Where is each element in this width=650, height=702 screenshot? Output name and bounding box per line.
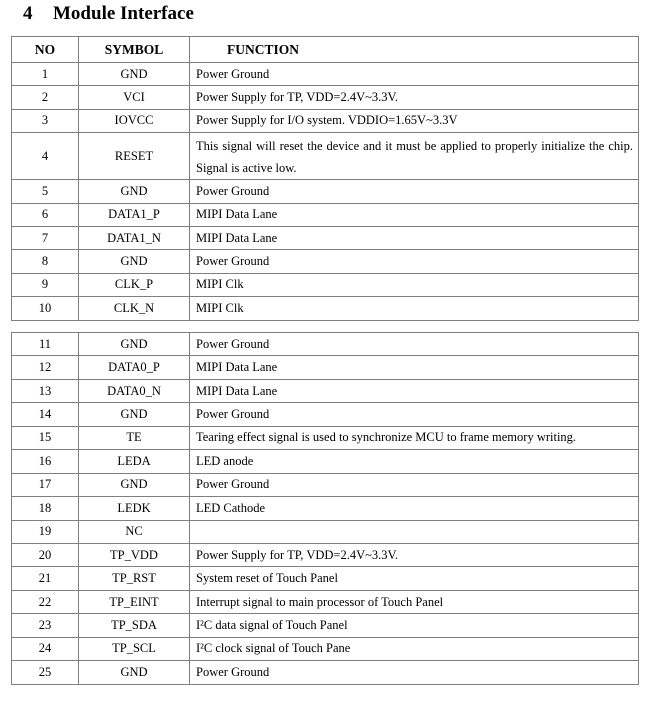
table-row	[12, 661, 639, 684]
cell-function: System reset of Touch Panel	[190, 567, 639, 590]
cell-symbol: CLK_N	[79, 297, 190, 320]
cell-no: 7	[12, 226, 79, 249]
cell-function: This signal will reset the device and it must be applied to properly initialize the chip. Signal is active low.	[190, 133, 639, 180]
cell-no: 22	[12, 590, 79, 613]
cell-symbol: TP_EINT	[79, 590, 190, 613]
cell-no: 4	[12, 133, 79, 180]
cell-function: Power Ground	[190, 180, 639, 203]
cell-function: MIPI Data Lane	[190, 203, 639, 226]
table-row	[12, 109, 639, 132]
table-row	[12, 63, 639, 86]
cell-function: Power Ground	[190, 403, 639, 426]
table-row	[12, 356, 639, 379]
cell-symbol: GND	[79, 661, 190, 684]
cell-no: 2	[12, 86, 79, 109]
table-row	[12, 450, 639, 473]
cell-symbol: DATA0_P	[79, 356, 190, 379]
cell-symbol: GND	[79, 63, 190, 86]
cell-function: I²C clock signal of Touch Pane	[190, 637, 639, 660]
cell-function: Tearing effect signal is used to synchronize MCU to frame memory writing.	[190, 426, 639, 449]
table-header-row	[12, 37, 639, 63]
pin-rows-part-2	[12, 333, 639, 685]
table-row	[12, 379, 639, 402]
cell-function: MIPI Clk	[190, 273, 639, 296]
cell-no: 1	[12, 63, 79, 86]
section-number: 4	[23, 3, 33, 24]
cell-function: Power Supply for I/O system. VDDIO=1.65V~3.3V	[190, 109, 639, 132]
cell-symbol: TP_SCL	[79, 637, 190, 660]
cell-symbol: VCI	[79, 86, 190, 109]
table-row	[12, 590, 639, 613]
cell-no: 11	[12, 333, 79, 356]
table-row	[12, 180, 639, 203]
table-row	[12, 273, 639, 296]
cell-no: 16	[12, 450, 79, 473]
cell-function: Power Supply for TP, VDD=2.4V~3.3V.	[190, 86, 639, 109]
cell-no: 5	[12, 180, 79, 203]
table-row	[12, 473, 639, 496]
table-row	[12, 543, 639, 566]
cell-symbol: CLK_P	[79, 273, 190, 296]
cell-function: LED Cathode	[190, 497, 639, 520]
cell-no: 18	[12, 497, 79, 520]
cell-function: Power Ground	[190, 250, 639, 273]
table-row	[12, 403, 639, 426]
cell-function: Power Supply for TP, VDD=2.4V~3.3V.	[190, 543, 639, 566]
cell-function: MIPI Data Lane	[190, 379, 639, 402]
cell-no: 25	[12, 661, 79, 684]
table-row	[12, 333, 639, 356]
table-row	[12, 297, 639, 320]
table-row	[12, 637, 639, 660]
cell-symbol: GND	[79, 473, 190, 496]
cell-function: MIPI Clk	[190, 297, 639, 320]
cell-symbol: TP_RST	[79, 567, 190, 590]
cell-symbol: GND	[79, 250, 190, 273]
cell-no: 17	[12, 473, 79, 496]
header-symbol: SYMBOL	[79, 37, 190, 63]
cell-symbol: GND	[79, 333, 190, 356]
header-no: NO	[12, 37, 79, 63]
cell-no: 3	[12, 109, 79, 132]
cell-symbol: NC	[79, 520, 190, 543]
cell-symbol: GND	[79, 180, 190, 203]
cell-symbol: IOVCC	[79, 109, 190, 132]
cell-symbol: LEDK	[79, 497, 190, 520]
cell-function: Interrupt signal to main processor of Touch Panel	[190, 590, 639, 613]
cell-symbol: TP_SDA	[79, 614, 190, 637]
cell-no: 10	[12, 297, 79, 320]
table-row	[12, 520, 639, 543]
table-row	[12, 614, 639, 637]
section-title: Module Interface	[53, 3, 194, 24]
cell-symbol: LEDA	[79, 450, 190, 473]
cell-symbol: DATA1_N	[79, 226, 190, 249]
cell-function: Power Ground	[190, 333, 639, 356]
cell-no: 9	[12, 273, 79, 296]
table-row	[12, 203, 639, 226]
cell-function: Power Ground	[190, 661, 639, 684]
cell-function: LED anode	[190, 450, 639, 473]
pin-table-part-2	[11, 332, 639, 685]
cell-no: 12	[12, 356, 79, 379]
cell-function: Power Ground	[190, 473, 639, 496]
cell-no: 14	[12, 403, 79, 426]
cell-no: 24	[12, 637, 79, 660]
table-row	[12, 426, 639, 449]
cell-no: 20	[12, 543, 79, 566]
table-row	[12, 567, 639, 590]
cell-function	[190, 520, 639, 543]
cell-symbol: TE	[79, 426, 190, 449]
table-row	[12, 250, 639, 273]
cell-no: 15	[12, 426, 79, 449]
cell-symbol: RESET	[79, 133, 190, 180]
cell-no: 19	[12, 520, 79, 543]
cell-symbol: GND	[79, 403, 190, 426]
cell-no: 23	[12, 614, 79, 637]
cell-symbol: DATA0_N	[79, 379, 190, 402]
table-row	[12, 86, 639, 109]
section-heading	[23, 2, 194, 26]
cell-no: 6	[12, 203, 79, 226]
cell-function: Power Ground	[190, 63, 639, 86]
cell-function: I²C data signal of Touch Panel	[190, 614, 639, 637]
cell-no: 8	[12, 250, 79, 273]
cell-symbol: TP_VDD	[79, 543, 190, 566]
cell-symbol: DATA1_P	[79, 203, 190, 226]
pin-rows-part-1	[12, 63, 639, 321]
table-row	[12, 497, 639, 520]
table-row	[12, 226, 639, 249]
header-function: FUNCTION	[190, 37, 639, 63]
cell-function: MIPI Data Lane	[190, 356, 639, 379]
cell-no: 13	[12, 379, 79, 402]
pin-table-part-1	[11, 36, 639, 321]
table-row	[12, 133, 639, 180]
cell-no: 21	[12, 567, 79, 590]
cell-function: MIPI Data Lane	[190, 226, 639, 249]
